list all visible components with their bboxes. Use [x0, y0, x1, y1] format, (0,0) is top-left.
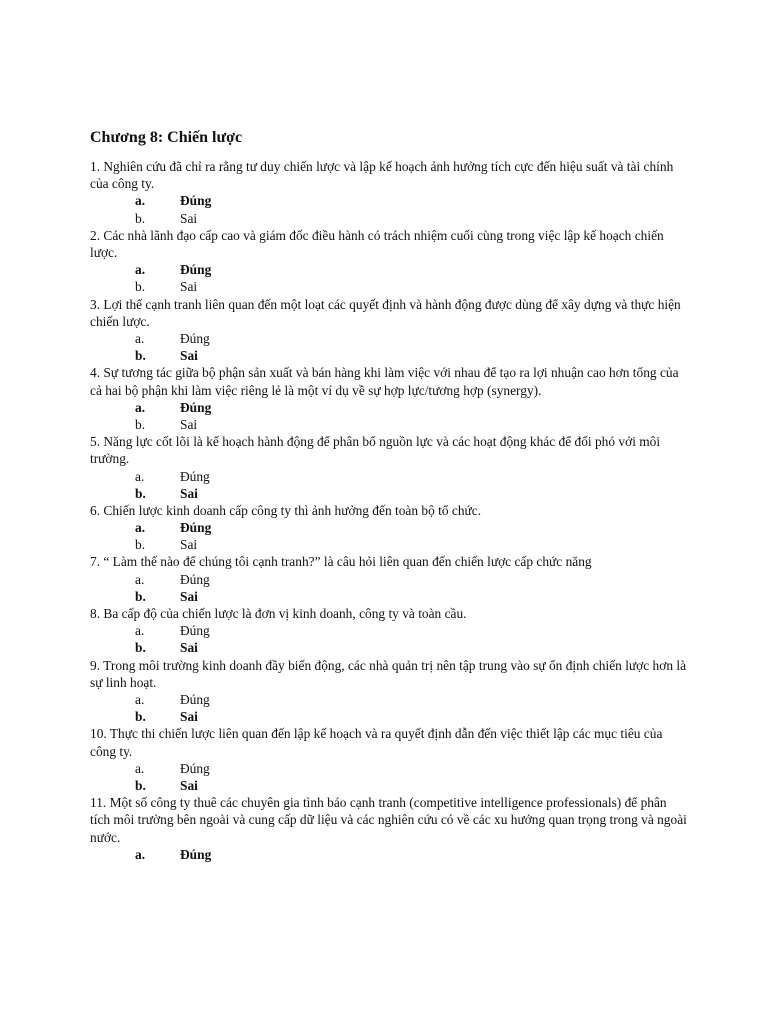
question-text: 1. Nghiên cứu đã chỉ ra rằng tư duy chiến lược và lập kế hoạch ảnh hưởng tích cực đến hiệu suất và tài chính của công ty.: [90, 159, 674, 192]
question-text: 4. Sự tương tác giữa bộ phận sản xuất và bán hàng khi làm việc với nhau để tạo ra lợi nhuận cao hơn tổng của cả hai bộ phận khi làm việc riêng lẻ là một ví dụ về sự hợp lực/tương hợp (synergy).: [90, 365, 679, 398]
answer-option: [90, 485, 690, 502]
option-label: Sai: [180, 537, 198, 553]
answer-option: [90, 261, 690, 278]
answer-option: [90, 536, 690, 553]
question-item: [90, 158, 690, 227]
question-text: 11. Một số công ty thuê các chuyên gia tình báo cạnh tranh (competitive intelligence professionals) để phân tích môi trường bên ngoài và cung cấp dữ liệu và các nghiên cứu có về các xu hướng quan trọng trong và ngoài nước.: [90, 795, 687, 845]
option-letter: a.: [135, 399, 146, 415]
question-text: 6. Chiến lược kinh doanh cấp công ty thì ảnh hưởng đến toàn bộ tổ chức.: [90, 502, 482, 518]
answer-option: [90, 192, 690, 209]
option-letter: b.: [135, 778, 146, 794]
answer-option: [90, 468, 690, 485]
option-letter: b.: [135, 485, 146, 501]
option-letter: a.: [135, 571, 145, 587]
question-list: [90, 158, 690, 863]
option-letter: a.: [135, 623, 145, 639]
option-letter: a.: [135, 193, 146, 209]
answer-option: [90, 347, 690, 364]
answer-option: [90, 588, 690, 605]
option-label: Đúng: [180, 468, 210, 484]
answer-option: [90, 278, 690, 295]
option-letter: b.: [135, 279, 146, 295]
answer-option: [90, 330, 690, 347]
option-letter: a.: [135, 468, 145, 484]
option-label: Sai: [180, 709, 198, 725]
answer-option: [90, 519, 690, 536]
answer-option: [90, 691, 690, 708]
answer-option: [90, 622, 690, 639]
option-letter: a.: [135, 330, 145, 346]
option-label: Sai: [180, 485, 198, 501]
option-label: Sai: [180, 279, 198, 295]
option-label: Đúng: [180, 520, 212, 536]
option-letter: a.: [135, 520, 146, 536]
option-label: Đúng: [180, 571, 210, 587]
option-letter: b.: [135, 709, 146, 725]
answer-option: [90, 760, 690, 777]
question-item: [90, 433, 690, 502]
answer-option: [90, 210, 690, 227]
question-text: 8. Ba cấp độ của chiến lược là đơn vị kinh doanh, công ty và toàn cầu.: [90, 606, 467, 622]
option-label: Sai: [180, 640, 198, 656]
option-letter: a.: [135, 692, 145, 708]
option-letter: b.: [135, 416, 146, 432]
option-letter: b.: [135, 640, 146, 656]
option-letter: b.: [135, 210, 146, 226]
option-letter: b.: [135, 588, 146, 604]
option-label: Đúng: [180, 760, 210, 776]
chapter-title: Chương 8: Chiến lược: [90, 129, 243, 146]
question-item: [90, 657, 690, 726]
option-letter: a.: [135, 760, 145, 776]
question-text: 9. Trong môi trường kinh doanh đầy biến động, các nhà quản trị nên tập trung vào sự ổn định chiến lược hơn là sự linh hoạt.: [90, 657, 687, 690]
option-letter: a.: [135, 846, 146, 862]
option-letter: b.: [135, 348, 146, 364]
option-label: Đúng: [180, 623, 210, 639]
answer-option: [90, 846, 690, 863]
question-text: 3. Lợi thế cạnh tranh liên quan đến một loạt các quyết định và hành động được dùng để xây dựng và thực hiện chiến lược.: [90, 296, 681, 329]
question-item: [90, 725, 690, 794]
option-letter: a.: [135, 262, 146, 278]
question-item: [90, 605, 690, 657]
option-label: Đúng: [180, 692, 210, 708]
option-label: Đúng: [180, 262, 212, 278]
option-label: Đúng: [180, 399, 212, 415]
answer-option: [90, 399, 690, 416]
answer-option: [90, 639, 690, 656]
question-text: 2. Các nhà lãnh đạo cấp cao và giám đốc điều hành có trách nhiệm cuối cùng trong việc lập kế hoạch chiến lược.: [90, 227, 664, 260]
question-text: 7. “ Làm thế nào để chúng tôi cạnh tranh?” là câu hỏi liên quan đến chiến lược cấp chức năng: [90, 554, 592, 570]
question-text: 5. Năng lực cốt lõi là kế hoạch hành động để phân bổ nguồn lực và các hoạt động khác để đối phó với môi trường.: [90, 434, 661, 467]
option-label: Đúng: [180, 846, 212, 862]
option-label: Đúng: [180, 330, 210, 346]
option-letter: b.: [135, 537, 146, 553]
answer-option: [90, 416, 690, 433]
question-item: [90, 794, 690, 863]
question-item: [90, 296, 690, 365]
question-item: [90, 227, 690, 296]
question-item: [90, 502, 690, 554]
option-label: Đúng: [180, 193, 212, 209]
option-label: Sai: [180, 210, 198, 226]
document-page: [90, 128, 690, 863]
question-text: 10. Thực thi chiến lược liên quan đến lập kế hoạch và ra quyết định dẫn đến việc thiết lập các mục tiêu của công ty.: [90, 726, 663, 759]
option-label: Sai: [180, 348, 198, 364]
question-item: [90, 553, 690, 605]
option-label: Sai: [180, 588, 198, 604]
answer-option: [90, 777, 690, 794]
answer-option: [90, 708, 690, 725]
option-label: Sai: [180, 778, 198, 794]
question-item: [90, 364, 690, 433]
option-label: Sai: [180, 416, 198, 432]
answer-option: [90, 571, 690, 588]
